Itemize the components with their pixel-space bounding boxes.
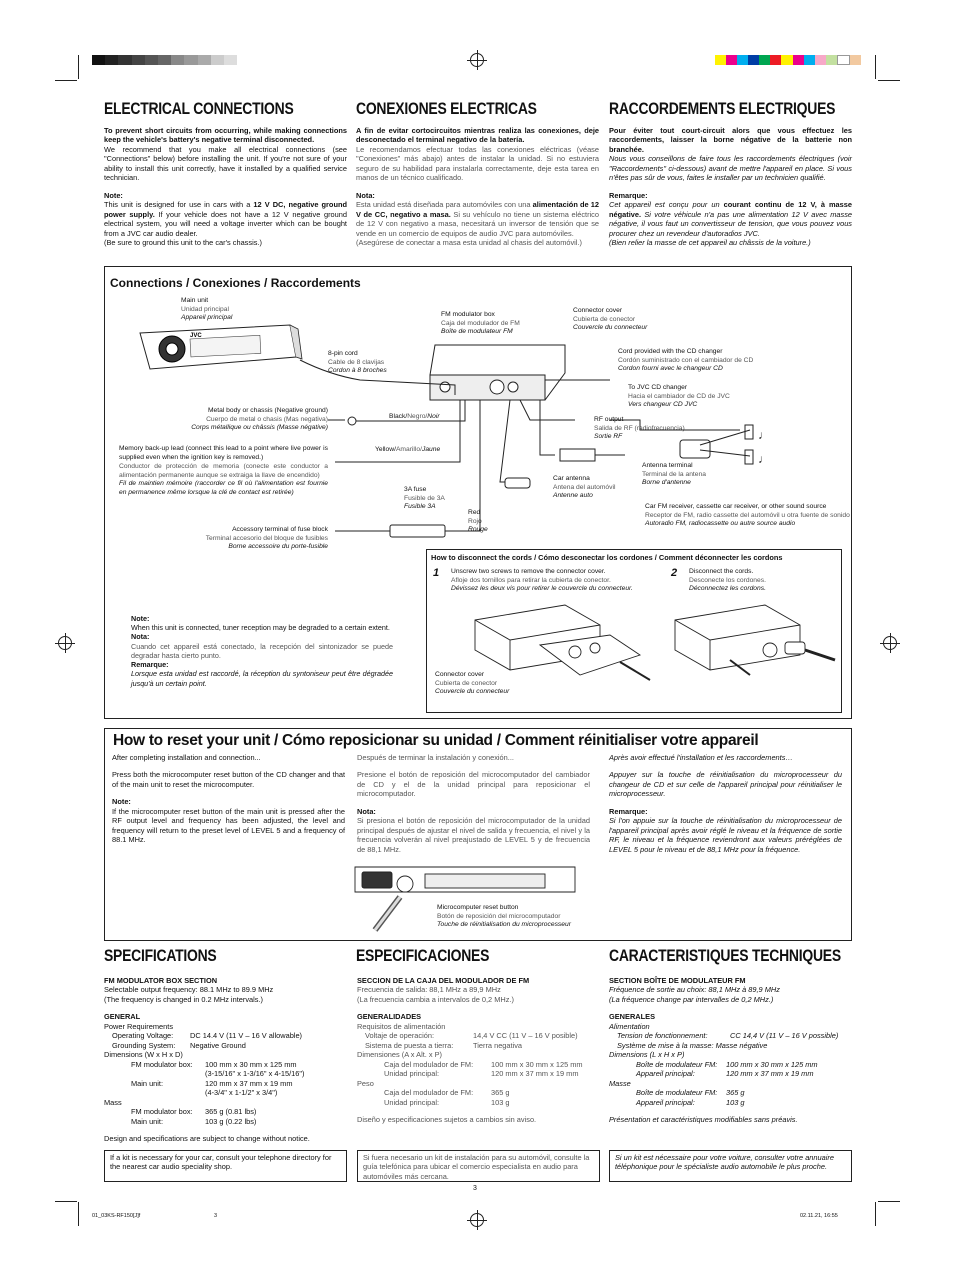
step-2-text: Disconnect the cords. Desconecte los cordones. Déconnectez les cordons. <box>689 568 766 593</box>
speaker-icon: ♩ <box>758 452 770 466</box>
footer-date: 02.11.21, 16:55 <box>800 1213 838 1219</box>
heading-raccordements-electriques: RACCORDEMENTS ELECTRIQUES <box>609 99 836 118</box>
connector-cover-label: Connector cover Cubierta de conector Couvercle du connecteur <box>573 307 648 332</box>
fm-box-label: FM modulator box Caja del modulador de FM Boîte de modulateur FM <box>441 311 520 336</box>
accessory-terminal-label: Accessory terminal of fuse block Terminal accesorio del bloque de fusibles Borne accessoire du porte-fusible <box>205 526 328 551</box>
intro-warning: Pour éviter tout court-circuit alors que vous effectuez les raccordements, laisser la borne négative de la batterie non branchée. <box>609 126 852 154</box>
reset-es: Después de terminar la instalación y conexión... Presione el botón de reposición del microcomputador del cambiador de CD y el de la unidad principal para reposicionar el microcomputador. Nota: Si presiona el botón de reposición del microcomputador de la unidad principal después de ajustar el nivel de salida y frecuencia, el nivel y la frecuencia volverán al nivel preajustado de LEVEL 5 y de frecuencia de 88,1 MHz. <box>357 753 590 854</box>
step-2-number: 2 <box>671 567 678 579</box>
cd-cord-label: Cord provided with the CD changer Cordón suministrado con el cambiador de CD Cordon fourni avec le changeur CD <box>618 348 754 373</box>
metal-body-label: Metal body or chassis (Negative ground) Cuerpo de metal o chasis (Mas negativa) Corps métallique ou châssis (Masse négative) <box>191 407 328 432</box>
kit-box-fr: Si un kit est nécessaire pour votre voiture, consulter votre annuaire téléphonique pour le spécialiste audio automobile le plus proche. <box>609 1150 852 1182</box>
intro-note-heading: Nota: <box>356 190 375 200</box>
reset-fr: Après avoir effectué l'installation et les raccordements… Appuyer sur la touche de réinitialisation du microprocesseur du changeur de CD et sur celle de l'appareil principal pour réinitialiser le microprocesseur. Remarque: Si l'on appuie sur la touche de réinitialisation du microprocesseur de l'appareil principal après avoir réglé le niveau et la fréquence de sortie RF, le niveau et la fréquence reviendront aux valeurs préréglées de LEVEL 5 pour le niveau et de 88,1 MHz pour la fréquence. <box>609 753 842 854</box>
heading-conexiones-electricas: CONEXIONES ELECTRICAS <box>356 99 537 118</box>
fuse-label: 3A fuse Fusible de 3A Fusible 3A <box>404 486 445 511</box>
intro-note-heading: Remarque: <box>609 190 648 200</box>
step-2-illustration <box>670 600 840 690</box>
intro-recommendation: Le recomendamos efectuar todas las conexiones eléctricas (véase "Conexiones" más abajo) antes de instalar la unidad. Si no estuviera seguro de su habilidad para instalarla correctamente, deje esta tarea en manos de un técnico cualificado. <box>356 144 599 183</box>
red-wire-label: Red Rojo Rouge <box>468 509 488 534</box>
diagram-note: Note: When this unit is connected, tuner reception may be degraded to a certain extent. Nota: Cuando cet appareil está conectado, la recepción del sintonizador se puede degradar hasta cierto punto. Remarque: Lorsque esta unidad est raccordé, la réception du syntoniseur peut être dégradée jusqu'à un certain point. <box>131 614 393 688</box>
specs-heading-es: ESPECIFICACIONES <box>356 946 490 965</box>
intro-note-ground: (Be sure to ground this unit to the car's chassis.) <box>104 238 262 248</box>
intro-recommendation: We recommend that you make all electrical connections (see "Connections" below) before installing the unit. If you're not sure of your ability to install this unit correctly, have it installed by a qualified service technician. <box>104 144 347 183</box>
intro-note-ground: (Bien relier la masse de cet appareil au châssis de la voiture.) <box>609 238 811 248</box>
connections-title: Connections / Conexiones / Raccordements <box>110 276 361 290</box>
reset-button-label: Microcomputer reset button Botón de reposición del microcomputador Touche de réinitialisation du microprocesseur <box>437 904 571 929</box>
page-number: 3 <box>473 1185 477 1192</box>
footer-num: 3 <box>214 1213 218 1219</box>
black-wire-label: Black/Negro/Noir <box>389 413 440 420</box>
main-unit-label: Main unit Unidad principal Appareil principal <box>181 297 233 322</box>
step-1-text: Unscrew two screws to remove the connector cover. Afloje dos tornillos para retirar la cubierta de conector. Dévissez les deux vis pour retirer le couvercle du connecteur. <box>451 568 633 593</box>
footer-file: 01_03KS-RF150[J]f <box>92 1213 141 1219</box>
reset-en: After completing installation and connection... Press both the microcomputer reset button of the CD changer and that of the main unit to reset the microcomputer. Note: If the microcomputer reset button of the main unit is pressed after the RF output level and frequency has been adjusted, the level and frequency will return to the preset level of LEVEL 5 and a frequency of 88.1 MHz. <box>112 753 345 845</box>
car-fm-receiver-label: Car FM receiver, cassette car receiver, or other sound source Receptor de FM, radio cassette del automóvil u otra fuente de sonido Autoradio FM, radiocassette ou autre source audio <box>645 503 850 528</box>
to-cd-changer-label: To JVC CD changer Hacia el cambiador de CD de JVC Vers changeur CD JVC <box>628 384 730 409</box>
reset-title: How to reset your unit / Cómo reposicionar su unidad / Comment réinitialiser votre appareil <box>113 732 759 749</box>
heading-electrical-connections: ELECTRICAL CONNECTIONS <box>104 99 294 118</box>
jvc-logo: JVC <box>190 333 202 339</box>
antenna-terminal-label: Antenna terminal Terminal de la antena Borne d'antenne <box>642 462 706 487</box>
car-antenna-label: Car antenna Antena del automóvil Antenne auto <box>553 475 616 500</box>
speaker-icon: ♩ <box>758 428 770 442</box>
intro-note: Cet appareil est conçu pour un courant continu de 12 V, à masse négative. Si votre véhicule n'a pas une alimentation 12 V avec masse négative, il vous faut un convertisseur de tension, que vous pouvez vous procurer chez un revendeur d'autoradios JVC. <box>609 200 852 238</box>
intro-note: This unit is designed for use in cars with a 12 V DC, negative ground power supply. If your vehicle does not have a 12 V negative ground electrical system, you will need a voltage inverter which can be bought from a JVC car audio dealer. <box>104 200 347 238</box>
intro-note-heading: Note: <box>104 190 123 200</box>
intro-note: Esta unidad está diseñada para automóviles con una alimentación de 12 V de CC, negativo a masa. Si su vehículo no tiene un sistema eléctrico de 12 V con negativo a masa, necesitará un inversor de tensión que se vende en un comercio de equipos de audio JVC para automóviles. <box>356 200 599 238</box>
8-pin-cord-label: 8-pin cord Cable de 8 clavijas Cordon à 8 broches <box>328 350 387 375</box>
connector-cover-label-2: Connector cover Cubierta de conector Couvercle du connecteur <box>435 671 510 696</box>
kit-box-en: If a kit is necessary for your car, consult your telephone directory for the nearest car audio speciality shop. <box>104 1150 347 1182</box>
specs-heading-en: SPECIFICATIONS <box>104 946 217 965</box>
specs-fr: SECTION BOÎTE DE MODULATEUR FM Fréquence de sortie au choix: 88,1 MHz à 89,9 MHz (La fréquence change par intervalles de 0,2 MHz.) GENERALES Alimentation Tension de fonctionnement: CC 14,4 V (11 V – 16 V possible) Système de mise à la masse: Masse négative Dimensions (L x H x P) Boîte de modulateur FM: 100 mm x 30 mm x 125 mm Appareil principal: 120 mm x 37 mm x 19 mm Masse Boîte de modulateur FM: 365 g Appareil principal: 103 g Présentation et caractéristiques modifiables sans préavis. <box>609 976 839 1125</box>
step-1-number: 1 <box>433 567 440 579</box>
intro-recommendation: Nous vous conseillons de faire tous les raccordements électriques (voir "Raccordements" ci-dessous) avant de mettre l'appareil en place. Si vous n'êtes pas sûr de vous, faites le installer par un technicien qualifié. <box>609 154 852 183</box>
specs-en: FM MODULATOR BOX SECTION Selectable output frequency: 88.1 MHz to 89.9 MHz (The frequency is changed in 0.2 MHz intervals.) GENERAL Power Requirements Operating Voltage: DC 14.4 V (11 V – 16 V allowable) Grounding System: Negative Ground Dimensions (W x H x D) FM modulator box: 100 mm x 30 mm x 125 mm (3-15/16" x 1-3/16" x 4-15/16") Main unit: 120 mm x 37 mm x 19 mm (4-3/4" x 1-1/2" x 3/4") Mass FM modulator box: 365 g (0.81 lbs) Main unit: 103 g (0.22 lbs) Design and specifications are subject to change without notice. <box>104 976 310 1144</box>
yellow-wire-label: Yellow/Amarillo/Jaune <box>375 446 441 453</box>
intro-warning: A fin de evitar cortocircuitos mientras realiza las conexiones, deje desconectado el terminal negativo de la batería. <box>356 126 599 145</box>
rf-output-label: RF output Salida de RF (radiofrecuencia) Sortie RF <box>594 416 685 441</box>
specs-heading-fr: CARACTERISTIQUES TECHNIQUES <box>609 946 841 965</box>
intro-warning: To prevent short circuits from occurring, while making connections keep the vehicle's battery's negative terminal disconnected. <box>104 126 347 145</box>
specs-es: SECCION DE LA CAJA DEL MODULADOR DE FM Frecuencia de salida: 88,1 MHz a 89,9 MHz (La frecuencia cambia a intervalos de 0,2 MHz.) GENERALIDADES Requisitos de alimentación Voltaje de operación: 14,4 V CC (11 V – 16 V posible) Sistema de puesta a tierra: Tierra negativa Dimensiones (A x Alt. x P) Caja del modulador de FM: 100 mm x 30 mm x 125 mm Unidad principal: 120 mm x 37 mm x 19 mm Peso Caja del modulador de FM: 365 g Unidad principal: 103 g Diseño y especificaciones sujetos a cambios sin aviso. <box>357 976 583 1125</box>
memory-lead-label: Memory back-up lead (connect this lead to a point where live power is supplied even when the ignition key is removed.) Conductor de protección de memoria (conecte este conductor a alimentación permanente aunque se extraiga la llave de encendido) Fil de maintien mémoire (raccorder ce fil où l'alimentation est fournie en permanence même lorsque la clé de contact est retirée) <box>119 445 328 497</box>
disconnect-title: How to disconnect the cords / Cómo desconectar los cordones / Comment déconnecter les cordons <box>431 553 783 562</box>
intro-note-ground: (Asegúrese de conectar a masa esta unidad al chasis del automóvil.) <box>356 238 582 248</box>
kit-box-es: Si fuera necesario un kit de instalación para su automóvil, consulte la guía telefónica para ubicar el comercio especialista en audio para automóviles más cercana. <box>357 1150 600 1182</box>
